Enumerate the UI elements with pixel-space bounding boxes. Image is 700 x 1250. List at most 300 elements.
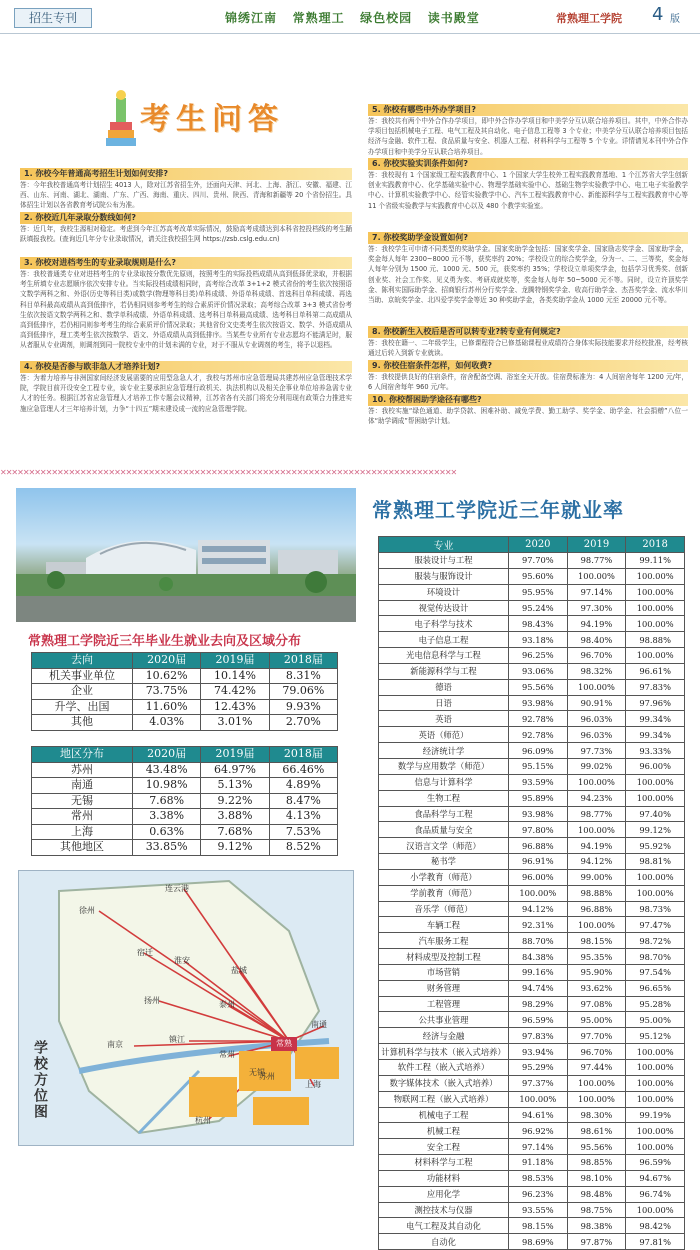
table-row	[32, 809, 338, 825]
city-label: 淮安	[174, 956, 190, 965]
value-cell: 96.00%	[509, 869, 568, 885]
row-label-cell: 安全工程	[379, 1139, 509, 1155]
question-heading: 10. 你校帮困助学途径有哪些?	[368, 394, 688, 406]
value-cell: 99.00%	[567, 869, 626, 885]
column-header: 2019	[567, 537, 626, 553]
row-label-cell: 应用化学	[379, 1186, 509, 1202]
table-row	[32, 668, 338, 684]
value-cell: 95.95%	[509, 584, 568, 600]
value-cell: 9.93%	[269, 699, 337, 715]
map-label: 学校方位图	[32, 1040, 48, 1120]
column-header: 地区分布	[32, 747, 133, 763]
value-cell: 100.00%	[626, 1091, 685, 1107]
column-header: 2020届	[133, 653, 201, 669]
value-cell: 98.32%	[567, 663, 626, 679]
value-cell: 100.00%	[567, 774, 626, 790]
value-cell: 95.90%	[567, 964, 626, 980]
question-heading: 8. 你校新生入校后是否可以转专业?转专业有何规定?	[368, 326, 688, 338]
question-heading: 4. 你校是否参与欧非急人才培养计划?	[20, 361, 352, 373]
map-graphic	[19, 871, 354, 1146]
value-cell: 64.97%	[201, 762, 269, 778]
city-label: 常州	[219, 1050, 235, 1059]
books-decoration-icon	[104, 88, 138, 158]
value-cell: 97.83%	[626, 679, 685, 695]
value-cell: 98.88%	[626, 632, 685, 648]
table-row	[379, 1060, 685, 1076]
value-cell: 9.22%	[201, 793, 269, 809]
city-label: 盐城	[231, 966, 247, 975]
column-header: 2018	[626, 537, 685, 553]
value-cell: 96.59%	[626, 1155, 685, 1171]
value-cell: 98.42%	[626, 1218, 685, 1234]
column-header: 2018届	[269, 653, 337, 669]
value-cell: 94.61%	[509, 1107, 568, 1123]
value-cell: 97.80%	[509, 822, 568, 838]
value-cell: 9.12%	[201, 840, 269, 856]
value-cell: 93.18%	[509, 632, 568, 648]
value-cell: 96.88%	[509, 838, 568, 854]
value-cell: 93.98%	[509, 806, 568, 822]
row-label-cell: 苏州	[32, 762, 133, 778]
table-row	[379, 1123, 685, 1139]
row-label-cell: 其他地区	[32, 840, 133, 856]
table-header-row	[379, 537, 685, 553]
value-cell: 98.61%	[567, 1123, 626, 1139]
distribution-title: 常熟理工学院近三年毕业生就业去向及区域分布	[28, 634, 302, 649]
answer-text: 答：我校学生可申请不同类型的奖助学金。国家奖助学金包括：国家奖学金、国家励志奖学金、国家助学金，奖金每人每年 2300~8000 元不等，获奖率约 20%；学校设立的综合奖学金，分为一、二、三等奖，奖金每人每年分别为 1500 元、1000 元、500 元，获奖率约 35%；学校设立单项奖学金，包括学习优秀奖、创新创业奖、社会工作奖、见义勇为奖、考研成就奖等，奖金每人每年 50~5000 元不等。同时，设立许顶奖学金、陈利实国际助学金、招商银行苏州分行奖学金、龙腾特钢奖学金、收高行助学金、杰吾奖学金、流水华川当助、京皖奖学金、北四爱学奖学金等近 30 种奖助学金，各类奖助学金从 1000 元至 20000 元不等。	[368, 245, 688, 305]
value-cell: 94.12%	[509, 901, 568, 917]
table-row	[379, 1170, 685, 1186]
city-label: 宿迁	[137, 948, 153, 957]
value-cell: 96.65%	[626, 980, 685, 996]
value-cell: 73.75%	[133, 684, 201, 700]
value-cell: 100.00%	[626, 1044, 685, 1060]
value-cell: 97.96%	[626, 695, 685, 711]
table-row	[379, 806, 685, 822]
value-cell: 100.00%	[626, 1202, 685, 1218]
value-cell: 93.98%	[509, 695, 568, 711]
row-label-cell: 电气工程及其自动化	[379, 1218, 509, 1234]
value-cell: 3.01%	[201, 715, 269, 731]
value-cell: 100.00%	[626, 1075, 685, 1091]
question-heading: 9. 你校住宿条件怎样，如何收费?	[368, 360, 688, 372]
value-cell: 100.00%	[626, 869, 685, 885]
value-cell: 3.38%	[133, 809, 201, 825]
value-cell: 97.54%	[626, 964, 685, 980]
value-cell: 97.70%	[567, 1028, 626, 1044]
value-cell: 8.47%	[269, 793, 337, 809]
value-cell: 95.92%	[626, 838, 685, 854]
value-cell: 84.38%	[509, 949, 568, 965]
city-label: 镇江	[169, 1035, 185, 1044]
decorative-divider: ✕✕✕✕✕✕✕✕✕✕✕✕✕✕✕✕✕✕✕✕✕✕✕✕✕✕✕✕✕✕✕✕✕✕✕✕✕✕✕✕✕✕✕✕✕✕✕✕✕✕✕✕✕✕✕✕✕✕✕✕✕✕✕✕✕✕✕✕✕✕✕✕✕✕✕✕✕✕✕✕	[0, 468, 457, 477]
value-cell: 100.00%	[626, 790, 685, 806]
table-row	[32, 778, 338, 794]
row-label-cell: 物联网工程（嵌入式培养）	[379, 1091, 509, 1107]
row-label-cell: 小学教育（师范）	[379, 869, 509, 885]
value-cell: 93.33%	[626, 743, 685, 759]
city-label: 徐州	[79, 906, 95, 915]
row-label-cell: 软件工程（嵌入式培养）	[379, 1060, 509, 1076]
column-header: 专业	[379, 537, 509, 553]
table-row	[379, 616, 685, 632]
value-cell: 96.09%	[509, 743, 568, 759]
column-header: 2019届	[201, 747, 269, 763]
table-row	[379, 980, 685, 996]
value-cell: 95.29%	[509, 1060, 568, 1076]
value-cell: 98.10%	[567, 1170, 626, 1186]
value-cell: 97.73%	[567, 743, 626, 759]
value-cell: 95.89%	[509, 790, 568, 806]
qa-right-column	[368, 104, 688, 428]
value-cell: 97.81%	[626, 1234, 685, 1250]
value-cell: 98.75%	[567, 1202, 626, 1218]
table-row	[379, 1012, 685, 1028]
row-label-cell: 南通	[32, 778, 133, 794]
table-row	[379, 854, 685, 870]
value-cell: 93.94%	[509, 1044, 568, 1060]
value-cell: 94.67%	[626, 1170, 685, 1186]
value-cell: 100.00%	[567, 1075, 626, 1091]
value-cell: 7.53%	[269, 824, 337, 840]
value-cell: 96.70%	[567, 1044, 626, 1060]
answer-text: 答：近几年，我校生源相对稳定。考虑到今年江苏高考改革实际情况，鼓励高考成绩达到本科省控投档线的考生踊跃填报我校。(查询近几年分专业录取情况，请关注我校招生网 https://zsb.cslg.edu.cn)	[20, 225, 352, 244]
value-cell: 98.69%	[509, 1234, 568, 1250]
answer-text: 答：我校在籍一、二年级学生，已修课程符合已修基础课程业成绩符合身体实际技能要求并经校批准，经考核通过后转入到新专业就读。	[368, 339, 688, 358]
city-label: 连云港	[165, 884, 189, 893]
row-label-cell: 公共事业管理	[379, 1012, 509, 1028]
row-label-cell: 食品质量与安全	[379, 822, 509, 838]
table-row	[32, 684, 338, 700]
value-cell: 97.08%	[567, 996, 626, 1012]
value-cell: 4.03%	[133, 715, 201, 731]
value-cell: 96.25%	[509, 648, 568, 664]
value-cell: 5.13%	[201, 778, 269, 794]
question-heading: 6. 你校实验实训条件如何?	[368, 158, 688, 170]
answer-text: 答：今年我校普通高考计划招生 4013 人，除对江苏省招生外，还面向天津、河北、上海、浙江、安徽、福建、江西、山东、河南、湖北、湖南、广东、广西、海南、重庆、四川、贵州、陕西、青海和新疆等 20 个省份招生。具体招生计划以各省教育考试院公布为准。	[20, 181, 352, 210]
value-cell: 96.03%	[567, 727, 626, 743]
value-cell: 96.92%	[509, 1123, 568, 1139]
row-label-cell: 生物工程	[379, 790, 509, 806]
table-row	[379, 600, 685, 616]
table-row	[32, 715, 338, 731]
city-label: 上海	[305, 1080, 321, 1089]
value-cell: 100.00%	[509, 885, 568, 901]
value-cell: 95.00%	[567, 1012, 626, 1028]
value-cell: 97.37%	[509, 1075, 568, 1091]
value-cell: 93.55%	[509, 1202, 568, 1218]
value-cell: 99.19%	[626, 1107, 685, 1123]
row-label-cell: 经济统计学	[379, 743, 509, 759]
city-label: 无锡	[249, 1068, 265, 1077]
question-heading: 7. 你校奖助学金设置如何?	[368, 232, 688, 244]
value-cell: 97.30%	[567, 600, 626, 616]
value-cell: 98.77%	[567, 553, 626, 569]
value-cell: 94.12%	[567, 854, 626, 870]
value-cell: 100.00%	[567, 1091, 626, 1107]
table-row	[379, 964, 685, 980]
column-header: 2018届	[269, 747, 337, 763]
value-cell: 98.30%	[567, 1107, 626, 1123]
row-label-cell: 食品科学与工程	[379, 806, 509, 822]
table-row	[32, 793, 338, 809]
question-heading: 2. 你校近几年录取分数线如何?	[20, 212, 352, 224]
answer-text: 答：我校共有两个中外合作办学项目，即中外合作办学项目和中美学分互认联合培养项目。其中，中外合作办学项目包括机械电子工程、电气工程及其自动化、电子信息工程等 3 个专业；中美学分互认联合培养项目包括经济与金融、软件工程、食品质量与安全、机器人工程、材料科学与工程等 5 个专业。详情请见本刊中外合作办学项目和中美学分互认联合培养项目。	[368, 117, 688, 156]
value-cell: 95.28%	[626, 996, 685, 1012]
row-label-cell: 视觉传达设计	[379, 600, 509, 616]
row-label-cell: 材料科学与工程	[379, 1155, 509, 1171]
row-label-cell: 服装与服饰设计	[379, 568, 509, 584]
value-cell: 95.35%	[567, 949, 626, 965]
row-label-cell: 财务管理	[379, 980, 509, 996]
table-row	[32, 762, 338, 778]
employment-table	[378, 536, 685, 1250]
row-label-cell: 光电信息科学与工程	[379, 648, 509, 664]
row-label-cell: 工程管理	[379, 996, 509, 1012]
table-row	[379, 553, 685, 569]
row-label-cell: 自动化	[379, 1234, 509, 1250]
row-label-cell: 数字媒体技术（嵌入式培养）	[379, 1075, 509, 1091]
table-row	[379, 790, 685, 806]
value-cell: 98.72%	[626, 933, 685, 949]
value-cell: 97.83%	[509, 1028, 568, 1044]
table-row	[379, 1155, 685, 1171]
direction-table	[31, 652, 338, 731]
value-cell: 100.00%	[567, 568, 626, 584]
column-header: 去向	[32, 653, 133, 669]
value-cell: 94.19%	[567, 616, 626, 632]
value-cell: 100.00%	[626, 1060, 685, 1076]
table-row	[379, 758, 685, 774]
qa-section-title: 考生问答	[140, 102, 284, 137]
value-cell: 100.00%	[626, 1123, 685, 1139]
value-cell: 10.14%	[201, 668, 269, 684]
city-label: 苏州	[259, 1072, 275, 1081]
value-cell: 97.14%	[509, 1139, 568, 1155]
value-cell: 12.43%	[201, 699, 269, 715]
value-cell: 2.70%	[269, 715, 337, 731]
value-cell: 33.85%	[133, 840, 201, 856]
row-label-cell: 德语	[379, 679, 509, 695]
column-header: 2020届	[133, 747, 201, 763]
row-label-cell: 电子信息工程	[379, 632, 509, 648]
row-label-cell: 汉语言文学（师范）	[379, 838, 509, 854]
slogan: 绿色校园	[360, 11, 413, 25]
value-cell: 100.00%	[626, 885, 685, 901]
table-row	[379, 584, 685, 600]
value-cell: 100.00%	[626, 600, 685, 616]
value-cell: 95.00%	[626, 1012, 685, 1028]
table-row	[379, 1202, 685, 1218]
slogan: 锦绣江南	[225, 11, 278, 25]
value-cell: 8.31%	[269, 668, 337, 684]
answer-text: 答：我校现有 1 个国家级工程实践教育中心、1 个国家大学生校外工程实践教育基地、1 个江苏省大学生创新创业实践教育中心、化学基础实验中心、物理学基础实验中心、基础生物学实验教学中心、电工电子实验教学中心、计算机实验教学中心、经管实验教学中心、汽车工程实践教育中心、新能源科学与工程实践教育中心等 11 个省级实验教学与实践教育中心以及 480 个教学实验室。	[368, 171, 688, 210]
value-cell: 98.70%	[626, 949, 685, 965]
value-cell: 79.06%	[269, 684, 337, 700]
value-cell: 93.62%	[567, 980, 626, 996]
value-cell: 98.40%	[567, 632, 626, 648]
table-row	[32, 824, 338, 840]
page-number: 4	[652, 4, 664, 25]
table-row	[379, 727, 685, 743]
value-cell: 98.77%	[567, 806, 626, 822]
value-cell: 11.60%	[133, 699, 201, 715]
table-row	[379, 774, 685, 790]
row-label-cell: 电子科学与技术	[379, 616, 509, 632]
table-row	[379, 1186, 685, 1202]
table-row	[379, 695, 685, 711]
table-row	[32, 699, 338, 715]
value-cell: 98.15%	[567, 933, 626, 949]
question-heading: 5. 你校有哪些中外办学项目?	[368, 104, 688, 116]
row-label-cell: 音乐学（师范）	[379, 901, 509, 917]
question-heading: 3. 你校对进档考生的专业录取规则是什么?	[20, 257, 352, 269]
value-cell: 94.23%	[567, 790, 626, 806]
value-cell: 96.61%	[626, 663, 685, 679]
table-row	[379, 1234, 685, 1250]
value-cell: 66.46%	[269, 762, 337, 778]
value-cell: 98.15%	[509, 1218, 568, 1234]
table-row	[379, 1218, 685, 1234]
value-cell: 99.11%	[626, 553, 685, 569]
value-cell: 100.00%	[626, 584, 685, 600]
value-cell: 98.29%	[509, 996, 568, 1012]
table-row	[379, 838, 685, 854]
table-row	[379, 822, 685, 838]
question-heading: 1. 你校今年普通高考招生计划如何安排?	[20, 168, 352, 180]
value-cell: 4.89%	[269, 778, 337, 794]
table-header-row	[32, 747, 338, 763]
city-label: 杭州	[195, 1116, 211, 1125]
value-cell: 98.38%	[567, 1218, 626, 1234]
slogan: 常熟理工	[292, 11, 345, 25]
row-label-cell: 英语	[379, 711, 509, 727]
table-row	[379, 1028, 685, 1044]
value-cell: 7.68%	[133, 793, 201, 809]
table-row	[379, 1044, 685, 1060]
value-cell: 99.12%	[626, 822, 685, 838]
employment-title: 常熟理工学院近三年就业率	[372, 498, 624, 522]
value-cell: 91.18%	[509, 1155, 568, 1171]
value-cell: 74.42%	[201, 684, 269, 700]
row-label-cell: 上海	[32, 824, 133, 840]
table-row	[379, 632, 685, 648]
row-label-cell: 升学、出国	[32, 699, 133, 715]
table-row	[379, 1139, 685, 1155]
value-cell: 94.74%	[509, 980, 568, 996]
value-cell: 94.19%	[567, 838, 626, 854]
value-cell: 10.62%	[133, 668, 201, 684]
value-cell: 92.78%	[509, 711, 568, 727]
value-cell: 100.00%	[567, 822, 626, 838]
table-header-row	[32, 653, 338, 669]
row-label-cell: 其他	[32, 715, 133, 731]
value-cell: 98.85%	[567, 1155, 626, 1171]
value-cell: 98.43%	[509, 616, 568, 632]
page-suffix: 版	[670, 14, 680, 25]
school-marker: 常熟	[271, 1037, 297, 1051]
value-cell: 8.52%	[269, 840, 337, 856]
value-cell: 95.15%	[509, 758, 568, 774]
row-label-cell: 常州	[32, 809, 133, 825]
value-cell: 97.70%	[509, 553, 568, 569]
value-cell: 43.48%	[133, 762, 201, 778]
row-label-cell: 信息与计算科学	[379, 774, 509, 790]
table-row	[379, 568, 685, 584]
row-label-cell: 汽车服务工程	[379, 933, 509, 949]
value-cell: 96.91%	[509, 854, 568, 870]
value-cell: 93.06%	[509, 663, 568, 679]
value-cell: 96.88%	[567, 901, 626, 917]
value-cell: 96.03%	[567, 711, 626, 727]
value-cell: 97.87%	[567, 1234, 626, 1250]
value-cell: 96.00%	[626, 758, 685, 774]
row-label-cell: 新能源科学与工程	[379, 663, 509, 679]
answer-text: 答：我校实施“绿色通道、助学贷款、困难补助、减免学费、勤工助学、奖学金、助学金、社会捐赠”八位一体“助学调成”帮困助学计划。	[368, 407, 688, 426]
city-label: 南京	[107, 1040, 123, 1049]
table-row	[379, 933, 685, 949]
value-cell: 0.63%	[133, 824, 201, 840]
value-cell: 90.91%	[567, 695, 626, 711]
value-cell: 99.34%	[626, 727, 685, 743]
value-cell: 97.47%	[626, 917, 685, 933]
value-cell: 96.70%	[567, 648, 626, 664]
row-label-cell: 无锡	[32, 793, 133, 809]
slogan: 读书殿堂	[427, 11, 480, 25]
row-label-cell: 计算机科学与技术（嵌入式培养）	[379, 1044, 509, 1060]
row-label-cell: 服装设计与工程	[379, 553, 509, 569]
row-label-cell: 数学与应用数学（师范）	[379, 758, 509, 774]
row-label-cell: 功能材料	[379, 1170, 509, 1186]
region-table	[31, 746, 338, 856]
value-cell: 96.23%	[509, 1186, 568, 1202]
city-label: 泰州	[219, 1000, 235, 1009]
row-label-cell: 机械电子工程	[379, 1107, 509, 1123]
row-label-cell: 测控技术与仪器	[379, 1202, 509, 1218]
value-cell: 100.00%	[626, 774, 685, 790]
value-cell: 98.81%	[626, 854, 685, 870]
row-label-cell: 环境设计	[379, 584, 509, 600]
value-cell: 93.59%	[509, 774, 568, 790]
value-cell: 88.70%	[509, 933, 568, 949]
table-row	[379, 1091, 685, 1107]
row-label-cell: 车辆工程	[379, 917, 509, 933]
column-header: 2020	[509, 537, 568, 553]
value-cell: 100.00%	[509, 1091, 568, 1107]
table-row	[379, 996, 685, 1012]
value-cell: 100.00%	[626, 616, 685, 632]
answer-text: 答：我校提供良好的住宿条件，宿舍配备空调、浴室全天开放。住宿费标准为：4 人间宿舍每年 1200 元/年，6 人间宿舍每年 960 元/年。	[368, 373, 688, 392]
table-row	[379, 1075, 685, 1091]
table-row	[379, 885, 685, 901]
value-cell: 97.40%	[626, 806, 685, 822]
value-cell: 96.74%	[626, 1186, 685, 1202]
value-cell: 95.60%	[509, 568, 568, 584]
value-cell: 100.00%	[626, 568, 685, 584]
row-label-cell: 机械工程	[379, 1123, 509, 1139]
table-row	[379, 869, 685, 885]
value-cell: 99.16%	[509, 964, 568, 980]
value-cell: 95.12%	[626, 1028, 685, 1044]
value-cell: 99.02%	[567, 758, 626, 774]
campus-photo	[16, 488, 356, 622]
value-cell: 97.14%	[567, 584, 626, 600]
value-cell: 95.56%	[509, 679, 568, 695]
row-label-cell: 日语	[379, 695, 509, 711]
value-cell: 97.44%	[567, 1060, 626, 1076]
value-cell: 10.98%	[133, 778, 201, 794]
table-row	[379, 711, 685, 727]
